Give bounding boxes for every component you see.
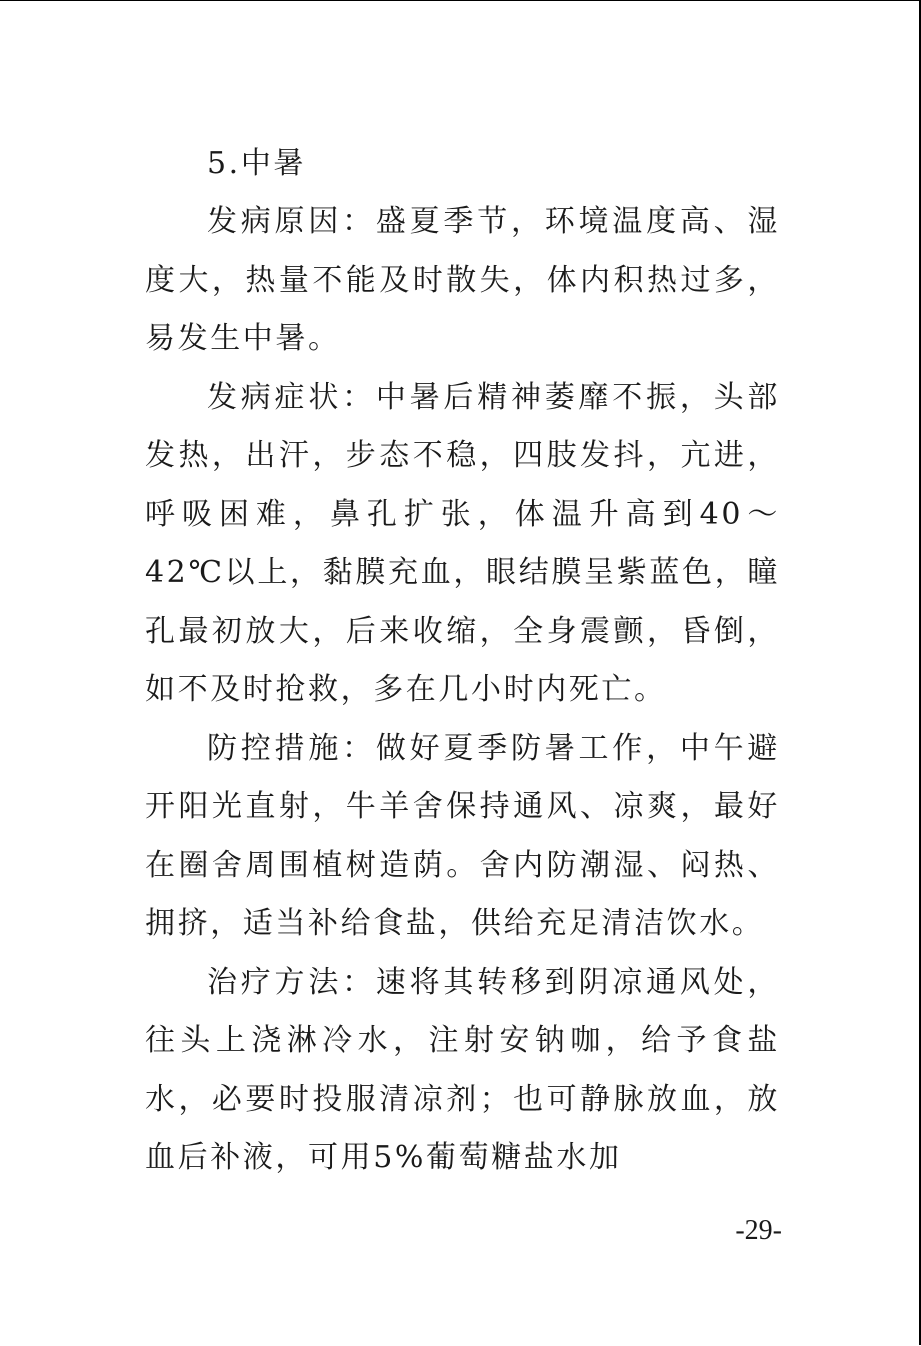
paragraph-symptoms: 发病症状：中暑后精神萎靡不振，头部发热，出汗，步态不稳，四肢发抖，亢进，呼吸困难，鼻孔扩张，体温升高到40～42℃以上，黏膜充血，眼结膜呈紫蓝色，瞳孔最初放大，后来收缩，全身震颤，昏倒，如不及时抢救，多在几小时内死亡。: [145, 379, 780, 707]
section-heading: 5.中暑: [207, 146, 307, 181]
paragraph-treatment: 治疗方法：速将其转移到阴凉通风处，往头上浇淋冷水，注射安钠咖，给予食盐水，必要时投服清凉剂；也可静脉放血，放血后补液，可用5%葡萄糖盐水加: [145, 964, 780, 1175]
body-text: [145, 135, 780, 1188]
page-number: -29-: [735, 1215, 782, 1246]
paragraph-cause: 发病原因：盛夏季节，环境温度高、湿度大，热量不能及时散失，体内积热过多，易发生中暑。: [145, 204, 780, 356]
paragraph-prevention: 防控措施：做好夏季防暑工作，中午避开阳光直射，牛羊舍保持通风、凉爽，最好在圈舍周围植树造荫。舍内防潮湿、闷热、拥挤，适当补给食盐，供给充足清洁饮水。: [145, 730, 780, 941]
